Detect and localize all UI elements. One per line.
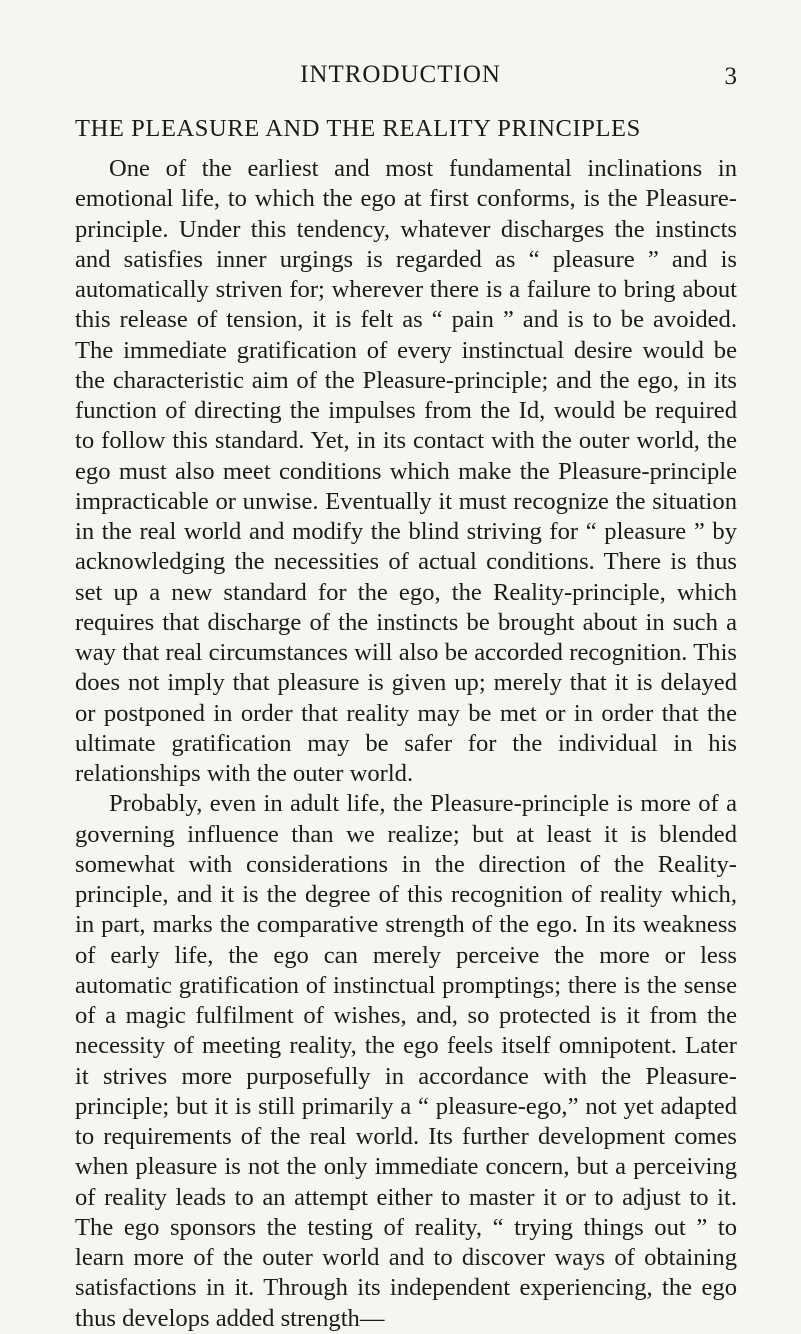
running-title: INTRODUCTION <box>300 61 501 88</box>
page-number: 3 <box>724 63 737 90</box>
section-heading: THE PLEASURE AND THE REALITY PRINCIPLES <box>75 115 641 142</box>
paragraph: One of the earliest and most fundamental inclinations in emotional life, to which the ego at first conforms, is the Pleasure-principle. Under this tendency, whatever discharges the instincts and satisfies inner urgings is regarded as “ pleasure ” and is automatically striven for; wherever there is a failure to bring about this release of tension, it is felt as “ pain ” and is to be avoided. The immediate gratification of every instinctual desire would be the characteristic aim of the Pleasure-principle; and the ego, in its function of directing the impulses from the Id, would be required to follow this standard. Yet, in its contact with the outer world, the ego must also meet conditions which make the Pleasure-principle impracticable or unwise. Eventually it must recognize the situation in the real world and modify the blind striving for “ pleasure ” by acknowledging the necessities of actual conditions. There is thus set up a new standard for the ego, the Reality-principle, which requires that discharge of the instincts be brought about in such a way that real circumstances will also be accorded recognition. This does not imply that pleasure is given up; merely that it is delayed or postponed in order that reality may be met or in order that the ultimate gratification may be safer for the individual in his relationships with the outer world. <box>75 155 737 787</box>
running-head <box>0 58 801 92</box>
paragraph: Probably, even in adult life, the Pleasure-principle is more of a governing influence than we realize; but at least it is blended somewhat with considerations in the direction of the Reality-principle, and it is the degree of this recognition of reality which, in part, marks the comparative strength of the ego. In its weakness of early life, the ego can merely perceive the more or less automatic gratification of instinctual promptings; there is the sense of a magic fulfilment of wishes, and, so protected is it from the necessity of meeting reality, the ego feels itself omnipotent. Later it strives more purposefully in accordance with the Pleasure-principle; but it is still primarily a “ pleasure-ego,” not yet adapted to requirements of the real world. Its further development comes when pleasure is not the only immediate concern, but a perceiving of reality leads to an attempt either to master it or to adjust to it. The ego sponsors the testing of reality, “ trying things out ” to learn more of the outer world and to discover ways of obtaining satisfactions in it. Through its independent experiencing, the ego thus develops added strength— <box>75 790 737 1332</box>
body-text <box>75 154 737 1334</box>
